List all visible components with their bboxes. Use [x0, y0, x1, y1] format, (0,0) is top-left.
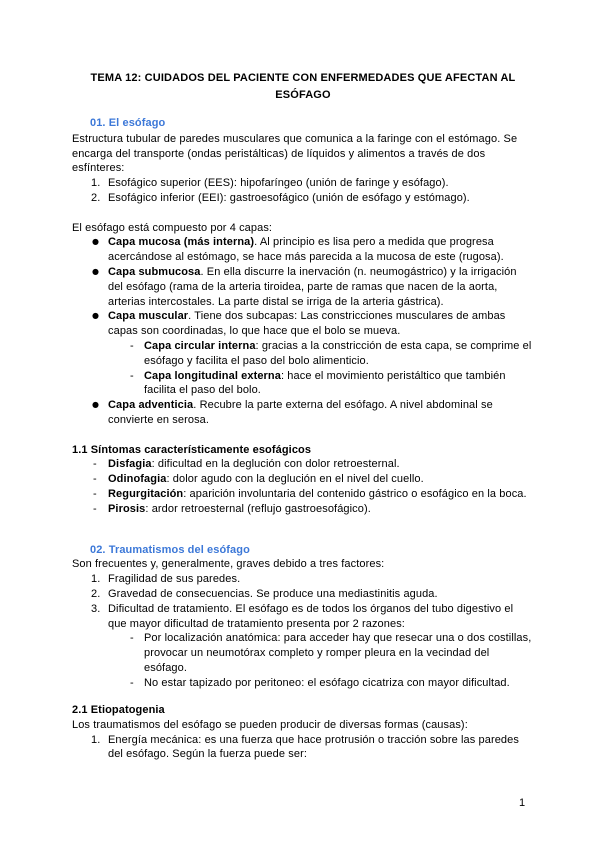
paragraph-intro: Son frecuentes y, generalmente, graves debido a tres factores:: [72, 558, 385, 571]
list-number: 1.: [91, 177, 101, 190]
list-number: 1.: [91, 733, 101, 746]
sublayer-list: [108, 339, 534, 398]
list-number: 1.: [91, 573, 101, 586]
reason-list: [108, 631, 534, 690]
list-item-text: Dificultad de tratamiento. El esófago es de todos los órganos del tubo digestivo el que mayor dificultad de tratamiento presenta por 2 razones:: [108, 602, 514, 630]
list-number: 3.: [91, 602, 101, 615]
list-item: [108, 676, 534, 691]
list-item-text: . En ella discurre la inervación (n. neumogástrico) y la irrigación del esófago (rama de la arteria tiroidea, parte de ramas que nacen de la aorta, arterias intercostales. La parte distal se irriga de la arteria gástrica).: [108, 265, 517, 308]
list-item-text: : ardor retroesternal (reflujo gastroesofágico).: [145, 502, 371, 515]
page-number: 1: [519, 797, 526, 809]
list-item: [72, 398, 534, 428]
list-item: [72, 235, 534, 265]
list-item-term: Capa longitudinal externa: [144, 369, 281, 382]
list-item: [72, 265, 534, 309]
list-item: [72, 602, 534, 691]
list-item-term: Capa submucosa: [108, 265, 201, 278]
layer-list: [72, 235, 534, 427]
list-item-text: . Tiene dos subcapas: Las constricciones musculares de ambas capas son coordinadas, lo que hace que el bolo se mueva.: [108, 310, 506, 338]
list-item: [108, 369, 534, 399]
list-item: [72, 191, 534, 206]
subheading-symptoms: 1.1 Síntomas característicamente esofágicos: [72, 443, 312, 456]
list-item-text: Gravedad de consecuencias. Se produce una mediastinitis aguda.: [108, 587, 438, 600]
list-item-text: Fragilidad de sus paredes.: [108, 573, 241, 586]
list-item-text: : dificultad en la deglución con dolor retroesternal.: [151, 458, 400, 471]
list-item-text: Energía mecánica: es una fuerza que hace protrusión o tracción sobre las paredes del esófago. Según la fuerza puede ser:: [108, 733, 519, 761]
list-item: [72, 457, 534, 472]
list-item: [72, 733, 534, 763]
document-title: TEMA 12: CUIDADOS DEL PACIENTE CON ENFERMEDADES QUE AFECTAN AL ESÓFAGO: [90, 72, 516, 101]
list-item-term: Capa mucosa (más interna): [108, 236, 255, 249]
list-number: 2.: [91, 587, 101, 600]
list-item-text: : hace el movimiento peristáltico que también facilita el paso del bolo.: [144, 369, 506, 397]
list-item: [72, 472, 534, 487]
paragraph-intro: Estructura tubular de paredes musculares que comunica a la faringe con el estómago. Se encarga del transporte (ondas peristálticas) de líquidos y alimentos a través de dos esfínteres:: [72, 132, 518, 175]
list-item-term: Odinofagia: [108, 473, 167, 486]
list-item: [72, 572, 534, 587]
list-item: [72, 309, 534, 398]
list-item-text: : dolor agudo con la deglución en el nivel del cuello.: [166, 473, 424, 486]
section-esofago: [72, 116, 534, 517]
list-item: [72, 487, 534, 502]
list-item-text: Esofágico superior (EES): hipofaríngeo (unión de faringe y esófago).: [108, 177, 449, 190]
list-item-term: Disfagia: [108, 458, 152, 471]
list-item-text: : aparición involuntaria del contenido gástrico o esofágico en la boca.: [183, 487, 527, 500]
list-number: 2.: [91, 191, 101, 204]
factor-list: [72, 572, 534, 690]
list-item: [72, 587, 534, 602]
list-item-text: Esofágico inferior (EEI): gastroesofágico (unión de esófago y estómago).: [108, 191, 470, 204]
list-item: [108, 339, 534, 369]
list-item-term: Capa muscular: [108, 310, 189, 323]
paragraph-layers-intro: El esófago está compuesto por 4 capas:: [72, 221, 273, 234]
subheading-etiopatogenia: 2.1 Etiopatogenia: [72, 703, 165, 716]
list-item-text: No estar tapizado por peritoneo: el esófago cicatriza con mayor dificultad.: [144, 676, 510, 689]
list-item-term: Capa circular interna: [144, 339, 256, 352]
list-item-text: Por localización anatómica: para acceder hay que resecar una o dos costillas, provocar un neumotórax completo y romper pleura en la vecindad del esófago.: [144, 632, 532, 674]
symptom-list: [72, 457, 534, 516]
list-item: [108, 631, 534, 675]
list-item-term: Regurgitación: [108, 487, 184, 500]
section-heading-traumatismos: 02. Traumatismos del esófago: [90, 543, 250, 556]
section-traumatismos: [72, 543, 534, 763]
list-item-text: . Recubre la parte externa del esófago. A nivel abdominal se convierte en serosa.: [108, 399, 493, 426]
list-item: [72, 176, 534, 191]
sphincter-list: [72, 176, 534, 206]
list-item-text: . Al principio es lisa pero a medida que progresa acercándose al estómago, se hace más parecida a la mucosa de este (rugosa).: [108, 236, 504, 264]
cause-list: [72, 733, 534, 763]
list-item-text: : gracias a la constricción de esta capa, se comprime el esófago y facilita el paso del bolo alimenticio.: [144, 339, 532, 367]
list-item: [72, 502, 534, 517]
section-heading-esofago: 01. El esófago: [90, 117, 166, 129]
list-item-term: Capa adventicia: [108, 399, 194, 412]
paragraph-etiopatogenia: Los traumatismos del esófago se pueden producir de diversas formas (causas):: [72, 718, 468, 731]
list-item-term: Pirosis: [108, 502, 146, 515]
